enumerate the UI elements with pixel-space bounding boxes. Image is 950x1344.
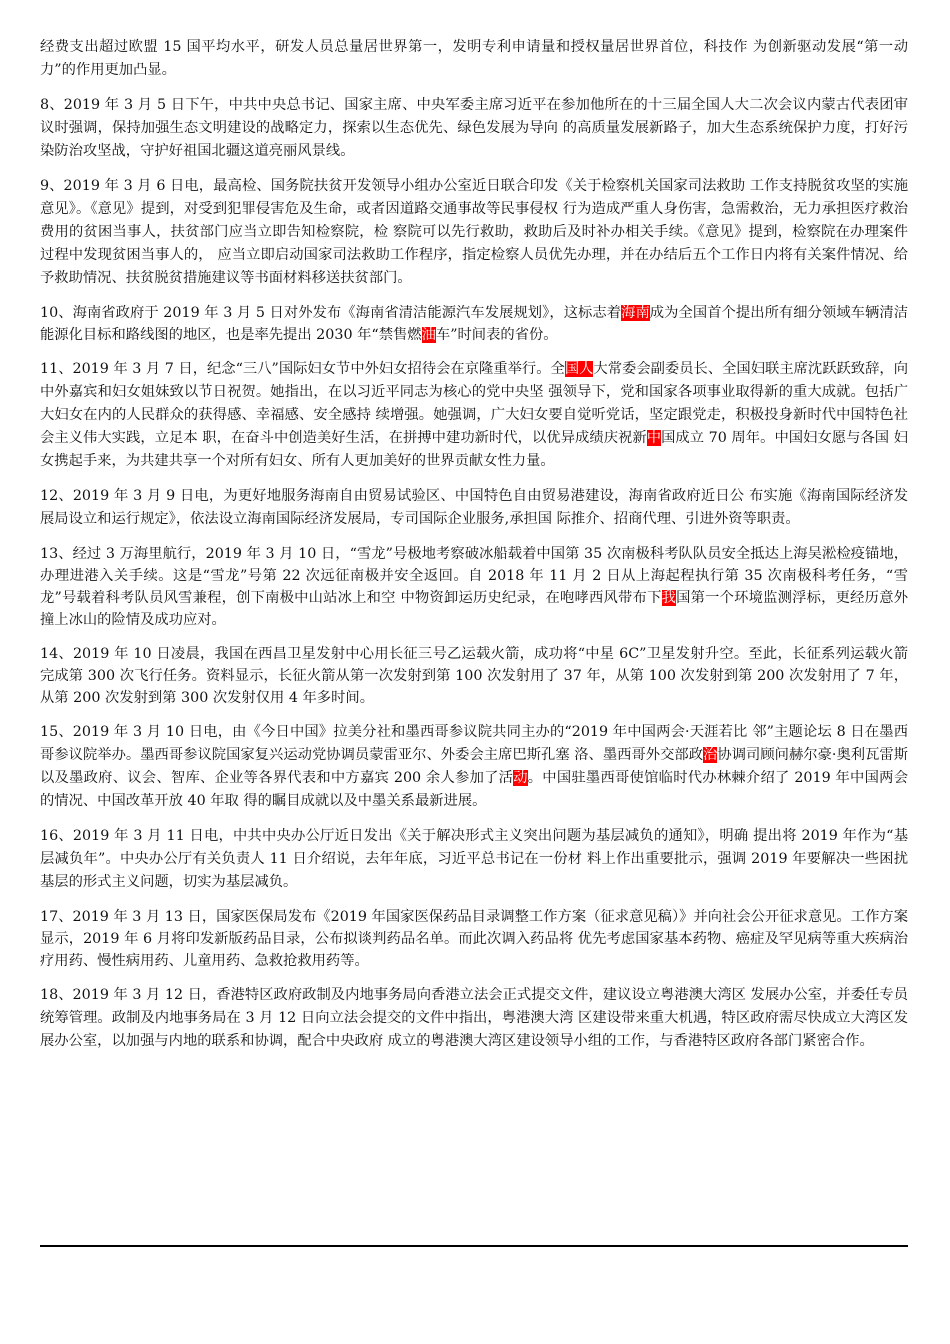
text-segment: 15、2019 年 3 月 10 日电，由《今日中国》拉美分社和墨西哥参议院共同主办的“2019 年中国两会·天涯若比 邻”主题论坛 8 日在墨西哥参议院举办。墨西哥参议院国家复兴运动党协调员蒙雷亚尔、外委会主席巴斯孔塞 洛、墨西哥外交部政	[40, 724, 908, 763]
footer-divider	[40, 1245, 908, 1247]
paragraph-16	[40, 825, 908, 894]
highlighted-text: 动	[513, 770, 528, 786]
paragraph-7-tail	[40, 36, 908, 82]
text-segment: 16、2019 年 3 月 11 日电，中共中央办公厅近日发出《关于解决形式主义突出问题为基层减负的通知》，明确 提出将 2019 年作为“基层减负年”。中央办公厅有关负责人 11 日介绍说，去年年底，习近平总书记在一份材 料上作出重要批示，强调 2019 年要解决一些困扰基层的形式主义问题，切实为基层减负。	[40, 828, 908, 890]
paragraph-13	[40, 543, 908, 631]
text-segment: 10、海南省政府于 2019 年 3 月 5 日对外发布《海南省清洁能源汽车发展规划》，这标志着	[40, 305, 622, 321]
text-segment: 13、经过 3 万海里航行，2019 年 3 月 10 日，“雪龙”号极地考察破冰船载着中国第 35 次南极科考队队员安全抵达上海吴淞检疫锚地，办理进港入关手续。这是“雪龙”号第 22 次远征南极并安全返回。自 2018 年 11 月 2 日从上海起程执行第 35 次南极科考任务，“雪龙”号载着科考队员风雪兼程，创下南极中山站冰上和空 中物资卸运历史纪录，在咆哮西风带布下	[40, 546, 908, 606]
paragraph-17	[40, 906, 908, 972]
highlighted-text: 中	[646, 430, 662, 446]
paragraph-9	[40, 175, 908, 290]
paragraph-14	[40, 643, 908, 709]
text-segment: 大常委会副委员长、全国妇联主席沈跃跃致辞，向中外嘉宾和妇女姐妹致以节日祝贺。她指出，在以习近平同志为核心的党中央坚 强领导下，党和国家各项事业取得新的重大成就。包括广大妇女在内的人民群众的获得感、幸福感、安全感持 续增强。她强调，广大妇女要自觉听党话，坚定跟党走，积极投身新时代中国特色社会主义伟大实践，立足本 职，在奋斗中创造美好生活，在拼搏中建功新时代，以优异成绩庆祝新	[40, 361, 909, 446]
highlighted-text: 治	[703, 747, 718, 763]
text-segment: 国第一个环境监测浮标，更经历意外撞上冰山的险情及成功应对。	[40, 590, 908, 628]
text-segment: 17、2019 年 3 月 13 日，国家医保局发布《2019 年国家医保药品目录调整工作方案（征求意见稿）》并向社会公开征求意见。工作方案显示，2019 年 6 月将印发新版药品目录，公布拟谈判药品名单。而此次调入药品将 优先考虑国家基本药物、癌症及罕见病等重大疾病治疗用药、慢性病用药、儿童用药、急救抢救用药等。	[40, 909, 908, 969]
paragraph-11	[40, 358, 908, 473]
highlighted-text: 国人	[564, 361, 594, 377]
text-segment: 9、2019 年 3 月 6 日电，最高检、国务院扶贫开发领导小组办公室近日联合印发《关于检察机关国家司法救助 工作支持脱贫攻坚的实施意见》。《意见》提到，对受到犯罪侵害危及生命，或者因道路交通事故等民事侵权 行为造成严重人身伤害，急需救治，无力承担医疗救治费用的贫困当事人，扶贫部门应当立即告知检察院，检 察院可以先行救助，救助后及时补办相关手续。《意见》提到，检察院在办理案件过程中发现贫困当事人的， 应当立即启动国家司法救助工作程序，指定检察人员优先办理，并在办结后五个工作日内将有关案件情况、给 予救助情况、扶贫脱贫措施建议等书面材料移送扶贫部门。	[40, 178, 908, 286]
text-segment: 18、2019 年 3 月 12 日，香港特区政府政制及内地事务局向香港立法会正式提交文件，建议设立粤港澳大湾区 发展办公室，并委任专员统筹管理。政制及内地事务局在 3 月 12 日向立法会提交的文件中指出，粤港澳大湾 区建设带来重大机遇，特区政府需尽快成立大湾区发展办公室，以加强与内地的联系和协调，配合中央政府 成立的粤港澳大湾区建设领导小组的工作，与香港特区政府各部门紧密合作。	[40, 987, 908, 1049]
paragraph-8	[40, 94, 908, 163]
text-segment: 成为全国首个提出所有细分领域车辆清洁能源化目标和路线图的地区，也是率先提出 2030 年“禁售燃	[40, 305, 909, 343]
paragraph-15	[40, 721, 908, 813]
highlighted-text: 油	[421, 327, 436, 343]
paragraph-10	[40, 302, 908, 346]
text-segment: 经费支出超过欧盟 15 国平均水平，研发人员总量居世界第一，发明专利申请量和授权量居世界首位，科技作 为创新驱动发展“第一动力”的作用更加凸显。	[40, 39, 908, 78]
text-segment: 14、2019 年 10 日凌晨，我国在西昌卫星发射中心用长征三号乙运载火箭，成功将“中星 6C”卫星发射升空。至此，长征系列运载火箭完成第 300 次飞行任务。资料显示，长征火箭从第一次发射到第 100 次发射用了 37 年，从第 100 次发射到第 200 次发射用了 7 年，从第 200 次发射到第 300 次发射仅用 4 年多时间。	[40, 646, 908, 706]
text-segment: 国成立 70 周年。中国妇女愿与各国 妇女携起手来，为共建共享一个对所有妇女、所有人更加美好的世界贡献女性力量。	[40, 430, 909, 469]
paragraph-12	[40, 485, 908, 531]
document-body	[40, 36, 908, 1065]
text-segment: 车”时间表的省份。	[435, 327, 558, 343]
highlighted-text: 海南	[621, 305, 650, 321]
text-segment: 8、2019 年 3 月 5 日下午，中共中央总书记、国家主席、中央军委主席习近平在参加他所在的十三届全国人大二次会议内蒙古代表团审议时强调，保持加强生态文明建设的战略定力，探索以生态优先、绿色发展为导向 的高质量发展新路子，加大生态系统保护力度，打好污染防治攻坚战，守护好祖国北疆这道亮丽风景线。	[40, 97, 908, 159]
highlighted-text: 我	[661, 590, 677, 606]
text-segment: 。中国驻墨西哥使馆临时代办林棘介绍了 2019 年中国两会的情况、中国改革开放 40 年取 得的瞩目成就以及中墨关系最新进展。	[40, 770, 908, 809]
text-segment: 协调司顾问赫尔豪·奥利瓦雷斯以及墨政府、议会、智库、企业等各界代表和中方嘉宾 200 余人参加了活	[40, 747, 909, 786]
paragraph-18	[40, 984, 908, 1053]
text-segment: 12、2019 年 3 月 9 日电，为更好地服务海南自由贸易试验区、中国特色自由贸易港建设，海南省政府近日公 布实施《海南国际经济发展局设立和运行规定》，依法设立海南国际经济发展局，专司国际企业服务,承担国 际推介、招商代理、引进外资等职责。	[40, 488, 908, 527]
text-segment: 11、2019 年 3 月 7 日，纪念“三八”国际妇女节中外妇女招待会在京隆重举行。全	[40, 361, 565, 377]
